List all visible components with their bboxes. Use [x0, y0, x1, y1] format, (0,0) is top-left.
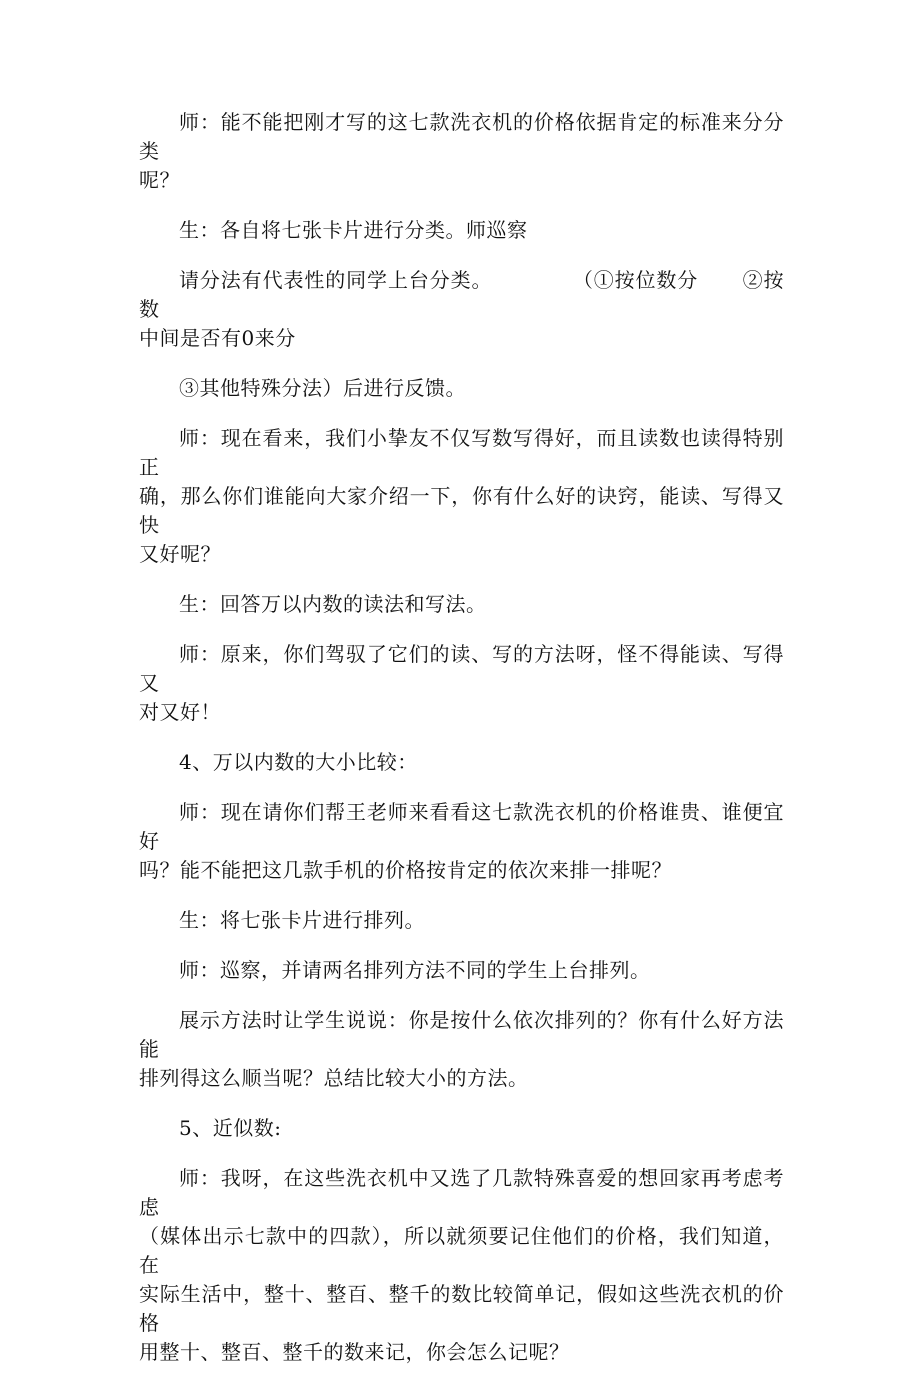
text-line: 师：现在请你们帮王老师来看看这七款洗衣机的价格谁贵、谁便宜好: [139, 800, 784, 853]
paragraph-7: [139, 640, 784, 727]
paragraph-1: [139, 108, 784, 195]
text-line: 师：原来，你们驾驭了它们的读、写的方法呀，怪不得能读、写得又: [139, 642, 784, 695]
paragraph-10: [139, 906, 784, 935]
text-line: 师：能不能把刚才写的这七款洗衣机的价格依据肯定的标准来分分类: [139, 110, 784, 163]
text-line: 展示方法时让学生说说：你是按什么依次排列的？你有什么好方法能: [139, 1008, 784, 1061]
text-line: 确，那么你们谁能向大家介绍一下，你有什么好的诀窍，能读、写得又快: [139, 484, 784, 537]
text-segment: 请分法有代表性的同学上台分类。: [179, 268, 493, 292]
text-line: 中间是否有0来分: [139, 326, 296, 350]
paragraph-5: [139, 424, 784, 569]
text-line: 师：我呀，在这些洗衣机中又选了几款特殊喜爱的想回家再考虑考虑: [139, 1166, 784, 1219]
paragraph-6: [139, 590, 784, 619]
paragraph-14: [139, 1164, 784, 1367]
section-heading-5: [139, 1114, 784, 1143]
text-line: 实际生活中，整十、整百、整千的数比较简单记，假如这些洗衣机的价格: [139, 1282, 784, 1335]
paragraph-12: [139, 1006, 784, 1093]
paragraph-3: [139, 266, 784, 353]
text-line: 吗？能不能把这几款手机的价格按肯定的依次来排一排呢？: [139, 858, 672, 882]
text-line: 呢？: [139, 168, 180, 192]
text-line: 4、万以内数的大小比较：: [179, 750, 418, 774]
paragraph-11: [139, 956, 784, 985]
text-line: 生：回答万以内数的读法和写法。: [179, 592, 487, 616]
paragraph-4: [139, 374, 784, 403]
text-line: 排列得这么顺当呢？总结比较大小的方法。: [139, 1066, 529, 1090]
text-line: 用整十、整百、整千的数来记，你会怎么记呢？: [139, 1340, 570, 1364]
text-line: ③其他特殊分法）后进行反馈。: [179, 376, 466, 400]
section-heading-4: [139, 748, 784, 777]
text-line: 生：将七张卡片进行排列。: [179, 908, 425, 932]
text-line: [139, 266, 784, 324]
text-line: 生：各自将七张卡片进行分类。师巡察: [179, 218, 528, 242]
text-segment: （①按位数分: [572, 268, 699, 292]
text-line: 师：巡察，并请两名排列方法不同的学生上台排列。: [179, 958, 651, 982]
text-segment: ②按数: [139, 268, 785, 321]
text-line: 又好呢？: [139, 542, 221, 566]
text-line: 对又好！: [139, 700, 221, 724]
text-line: （媒体出示七款中的四款），所以就须要记住他们的价格，我们知道，在: [139, 1224, 784, 1277]
paragraph-2: [139, 216, 784, 245]
text-line: 5、近似数:: [179, 1116, 282, 1140]
paragraph-9: [139, 798, 784, 885]
text-line: 师：现在看来，我们小挚友不仅写数写得好，而且读数也读得特别正: [139, 426, 784, 479]
document-body: [139, 108, 784, 1388]
